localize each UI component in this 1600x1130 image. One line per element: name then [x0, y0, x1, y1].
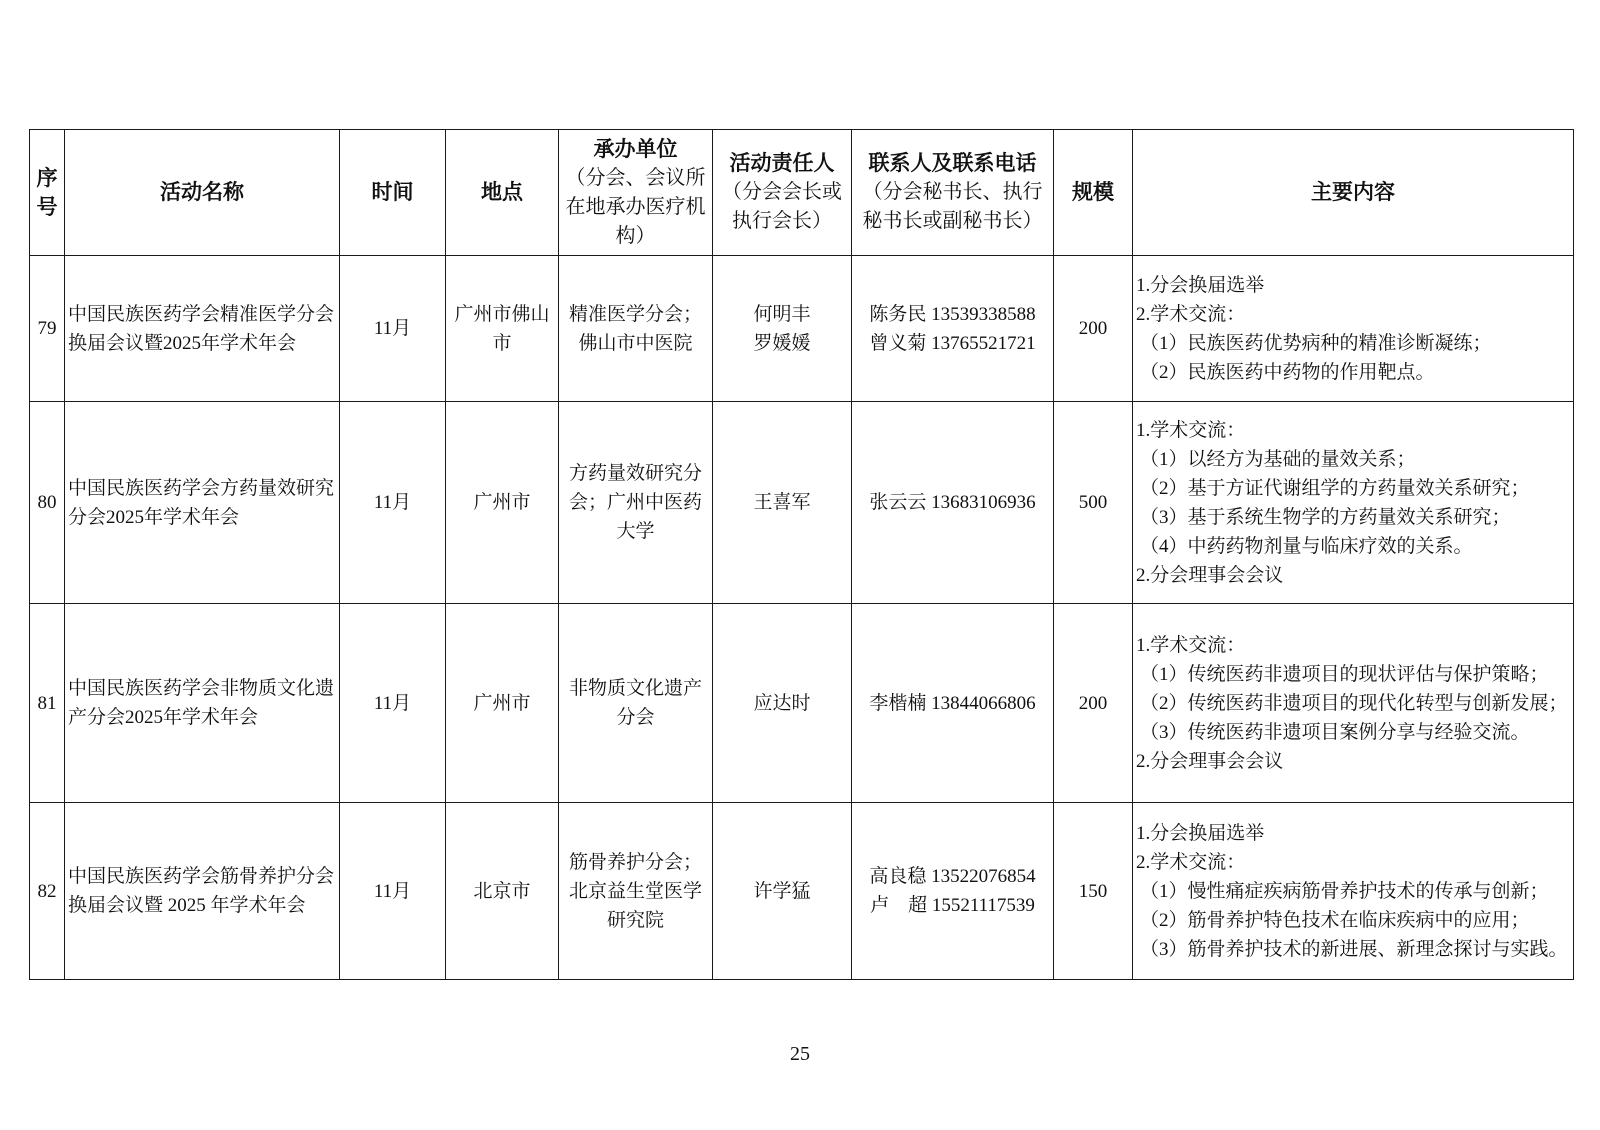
- cell-content: [1133, 604, 1574, 803]
- cell-host: [559, 604, 713, 803]
- header-host-title: 承办单位: [593, 136, 678, 161]
- cell-leader: [713, 604, 852, 803]
- cell-seq: [30, 402, 65, 604]
- content-subitem: （2）基于方证代谢组学的方药量效关系研究；: [1140, 477, 1530, 499]
- cell-leader: [713, 256, 852, 402]
- cell-leader: [713, 402, 852, 604]
- header-time: 时间: [340, 130, 446, 256]
- content-item: 2.分会理事会会议: [1136, 564, 1284, 586]
- cell-content: [1133, 402, 1574, 604]
- cell-contact: [852, 256, 1054, 402]
- activity-place: 广州市佛山市: [454, 303, 550, 354]
- seq-number: 80: [37, 492, 57, 513]
- cell-contact: [852, 402, 1054, 604]
- seq-number: 82: [37, 880, 57, 902]
- cell-scale: [1054, 256, 1133, 402]
- header-row: [30, 130, 1574, 256]
- content-subitem: （2）民族医药中药物的作用靶点。: [1140, 361, 1435, 383]
- activity-time: 11月: [373, 692, 412, 714]
- cell-place: [446, 803, 559, 980]
- header-contact-title: 联系人及联系电话: [868, 151, 1037, 175]
- contact-line: 高良稳 13522076854: [869, 866, 1036, 887]
- cell-place: [446, 256, 559, 402]
- cell-time: [340, 402, 446, 604]
- content-item: 2.学术交流：: [1136, 851, 1246, 873]
- leader-name: 罗媛媛: [753, 332, 811, 354]
- table-row: [30, 402, 1574, 604]
- activity-scale: 150: [1078, 880, 1108, 902]
- header-contact: [852, 130, 1054, 256]
- host-line: 精准医学分会；: [568, 303, 702, 325]
- content-item: 1.分会换届选举: [1136, 274, 1265, 296]
- seq-number: 81: [37, 692, 57, 714]
- header-leader-note: （分会会长或执行会长）: [722, 181, 842, 232]
- content-subitem: （1）传统医药非遗项目的现状评估与保护策略；: [1140, 663, 1549, 685]
- header-host-note: （分会、会议所在地承办医疗机构）: [565, 166, 706, 247]
- header-scale: 规模: [1054, 130, 1133, 256]
- leader-name: 王喜军: [753, 492, 811, 513]
- content-item: 2.学术交流：: [1136, 303, 1246, 325]
- host-line: 非物质文化遗产分会: [568, 678, 702, 728]
- content-subitem: （2）传统医药非遗项目的现代化转型与创新发展；: [1140, 692, 1568, 714]
- content-subitem: （1）民族医药优势病种的精准诊断凝练；: [1140, 332, 1492, 354]
- activity-name: 中国民族医药学会筋骨养护分会换届会议暨 2025 年学术年会: [68, 866, 335, 916]
- contact-line: 陈务民 13539338588: [869, 303, 1036, 325]
- table-row: [30, 256, 1574, 402]
- leader-name: 许学猛: [753, 880, 811, 902]
- content-item: 1.分会换届选举: [1136, 822, 1265, 844]
- content-subitem: （1）以经方为基础的量效关系；: [1140, 448, 1416, 470]
- cell-activity-name: [65, 256, 340, 402]
- cell-place: [446, 604, 559, 803]
- cell-host: [559, 402, 713, 604]
- contact-line: 卢 超 15521117539: [870, 895, 1035, 916]
- content-item: 1.学术交流：: [1136, 419, 1246, 441]
- cell-seq: [30, 803, 65, 980]
- host-line: 北京益生堂医学研究院: [568, 880, 702, 931]
- content-subitem: （3）筋骨养护技术的新进展、新理念探讨与实践。: [1140, 938, 1568, 960]
- cell-scale: [1054, 803, 1133, 980]
- seq-number: 79: [37, 318, 57, 339]
- contact-line: 曾义菊 13765521721: [869, 332, 1036, 354]
- page-number: 25: [790, 1043, 810, 1065]
- cell-activity-name: [65, 803, 340, 980]
- activity-place: 北京市: [473, 880, 531, 902]
- leader-name: 应达时: [753, 692, 811, 714]
- header-place: 地点: [446, 130, 559, 256]
- header-host: [559, 130, 713, 256]
- activity-table: [29, 129, 1574, 980]
- content-subitem: （3）传统医药非遗项目案例分享与经验交流。: [1140, 721, 1530, 743]
- cell-contact: [852, 604, 1054, 803]
- cell-time: [340, 256, 446, 402]
- header-leader: [713, 130, 852, 256]
- activity-name: 中国民族医药学会方药量效研究分会2025年学术年会: [68, 477, 335, 528]
- cell-time: [340, 604, 446, 803]
- cell-content: [1133, 803, 1574, 980]
- host-line: 佛山市中医院: [578, 332, 693, 354]
- cell-scale: [1054, 604, 1133, 803]
- activity-place: 广州市: [473, 692, 531, 714]
- cell-contact: [852, 803, 1054, 980]
- activity-time: 11月: [373, 492, 412, 513]
- cell-content: [1133, 256, 1574, 402]
- table-row: [30, 803, 1574, 980]
- table-row: [30, 604, 1574, 803]
- header-contact-note: （分会秘书长、执行秘书长或副秘书长）: [862, 181, 1043, 232]
- cell-activity-name: [65, 402, 340, 604]
- cell-leader: [713, 803, 852, 980]
- header-leader-title: 活动责任人: [729, 151, 835, 175]
- content-subitem: （2）筋骨养护特色技术在临床疾病中的应用；: [1140, 909, 1530, 931]
- content-subitem: （1）慢性痛症疾病筋骨养护技术的传承与创新；: [1140, 880, 1549, 902]
- contact-line: 张云云 13683106936: [869, 492, 1036, 513]
- activity-place: 广州市: [473, 492, 531, 513]
- header-content: 主要内容: [1133, 130, 1574, 256]
- cell-time: [340, 803, 446, 980]
- activity-scale: 500: [1078, 492, 1108, 513]
- cell-seq: [30, 604, 65, 803]
- header-name: 活动名称: [65, 130, 340, 256]
- cell-scale: [1054, 402, 1133, 604]
- content-subitem: （3）基于系统生物学的方药量效关系研究；: [1140, 506, 1511, 528]
- header-seq: 序号: [30, 130, 65, 256]
- cell-host: [559, 256, 713, 402]
- activity-time: 11月: [373, 318, 412, 339]
- contact-line: 李楷楠 13844066806: [869, 692, 1036, 714]
- content-item: 1.学术交流：: [1136, 634, 1246, 656]
- cell-seq: [30, 256, 65, 402]
- content-item: 2.分会理事会会议: [1136, 750, 1284, 772]
- leader-name: 何明丰: [753, 303, 811, 325]
- host-line: 筋骨养护分会；: [568, 851, 702, 873]
- activity-name: 中国民族医药学会精准医学分会换届会议暨2025年学术年会: [68, 303, 335, 354]
- cell-place: [446, 402, 559, 604]
- cell-activity-name: [65, 604, 340, 803]
- activity-scale: 200: [1078, 692, 1108, 714]
- content-subitem: （4）中药药物剂量与临床疗效的关系。: [1140, 535, 1473, 557]
- activity-name: 中国民族医药学会非物质文化遗产分会2025年学术年会: [68, 678, 335, 728]
- cell-host: [559, 803, 713, 980]
- activity-time: 11月: [373, 880, 412, 902]
- host-line: 方药量效研究分会；广州中医药大学: [568, 463, 702, 542]
- activity-scale: 200: [1078, 318, 1108, 339]
